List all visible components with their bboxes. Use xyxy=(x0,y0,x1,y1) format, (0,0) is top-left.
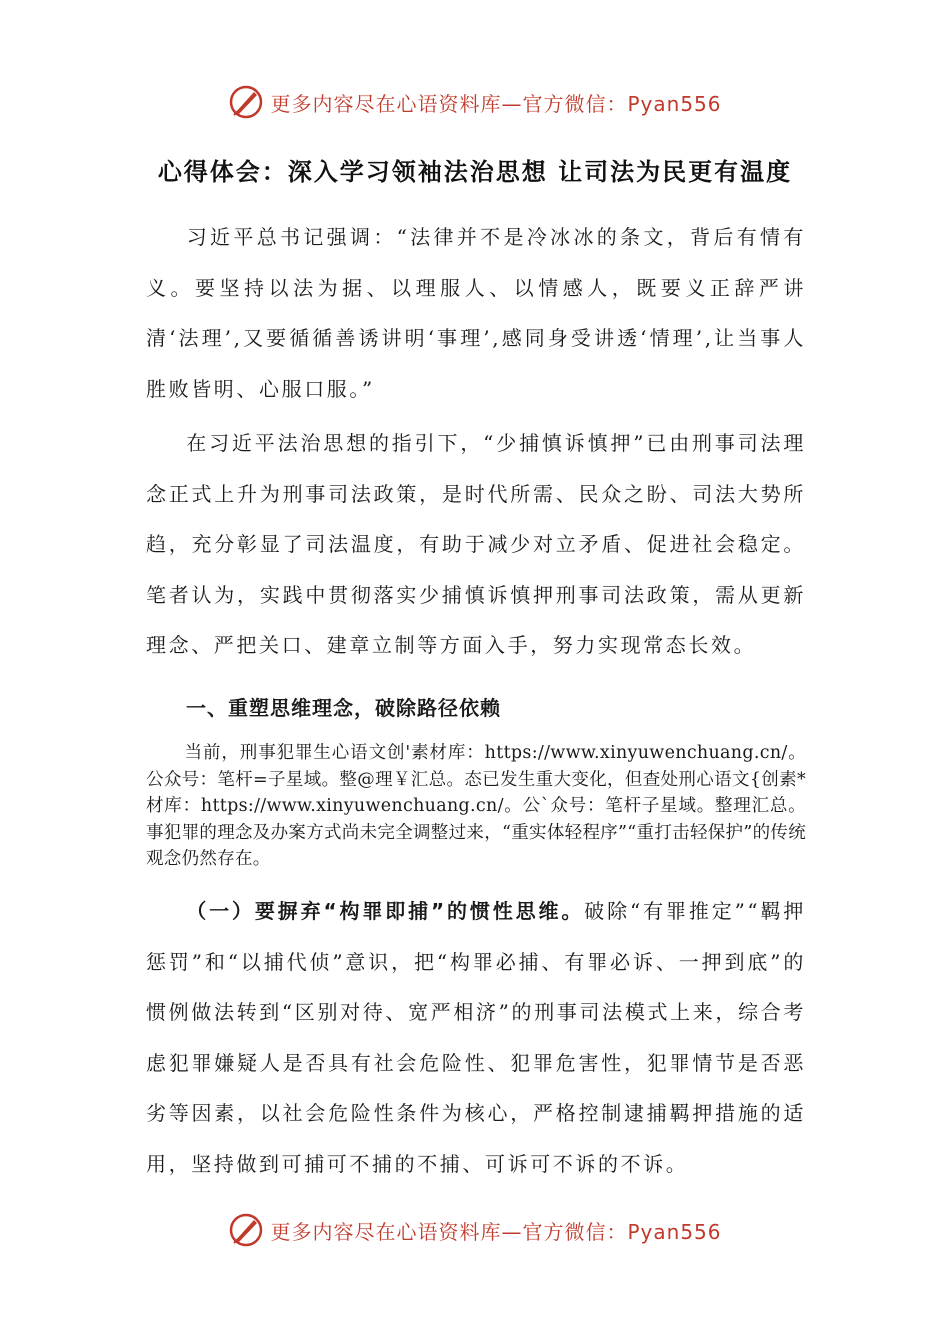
banner-text: 更多内容尽在心语资料库—官方微信：Pyan556 xyxy=(270,91,722,116)
document-title: 心得体会：深入学习领袖法治思想 让司法为民更有温度 xyxy=(157,157,793,186)
wechat-id: Pyan556 xyxy=(627,91,722,116)
subsection-lead: （一）要摒弃“构罪即捕”的惯性思维。 xyxy=(186,899,585,923)
subsection-body: 破除“有罪推定”“羁押惩罚”和“以捕代侦”意识，把“构罪必捕、有罪必诉、一押到底”的惯例做法转到“区别对待、宽严相济”的刑事司法模式上来，综合考虑犯罪嫌疑人是否具有社会危险性、犯罪危害性，犯罪情节是否恶劣等因素，以社会危险性条件为核心，严格控制逮捕羁押措施的适用，坚持做到可捕可不捕的不捕、可诉可不诉的不诉。 xyxy=(146,899,806,1176)
footer-banner xyxy=(0,1208,950,1252)
paragraph-1: 习近平总书记强调：“法律并不是冷冰冰的条文，背后有情有义。要坚持以法为据、以理服人、以情感人，既要义正辞严讲清‘法理’,又要循循善诱讲明‘事理’,感同身受讲透‘情理’,让当事人胜败皆明、心服口服。” xyxy=(146,225,806,401)
quill-logo-icon xyxy=(228,84,264,120)
wechat-id: Pyan556 xyxy=(627,1219,722,1244)
section-heading: 一、重塑思维理念，破除路径依赖 xyxy=(186,696,501,720)
header-banner xyxy=(0,80,950,124)
quill-logo-icon xyxy=(228,1212,264,1248)
paragraph-subsection xyxy=(146,886,806,1189)
paragraph-2: 在习近平法治思想的指引下，“少捕慎诉慎押”已由刑事司法理念正式上升为刑事司法政策，是时代所需、民众之盼、司法大势所趋，充分彰显了司法温度，有助于减少对立矛盾、促进社会稳定。笔者认为，实践中贯彻落实少捕慎诉慎押刑事司法政策，需从更新理念、严把关口、建章立制等方面入手，努力实现常态长效。 xyxy=(146,431,806,657)
paragraph-dense: 当前，刑事犯罪生心语文创'素材库：https://www.xinyuwenchuang.cn/。公众号：笔杆=子星域。整@理￥汇总。态已发生重大变化，但查处刑心语文{创素*材库：https://www.xinyuwenchuang.cn/。公`众号：笔杆子星域。整理汇总。事犯罪的理念及办案方式尚未完全调整过来，“重实体轻程序”“重打击轻保护”的传统观念仍然存在。 xyxy=(146,743,806,869)
banner-text: 更多内容尽在心语资料库—官方微信：Pyan556 xyxy=(270,1219,722,1244)
